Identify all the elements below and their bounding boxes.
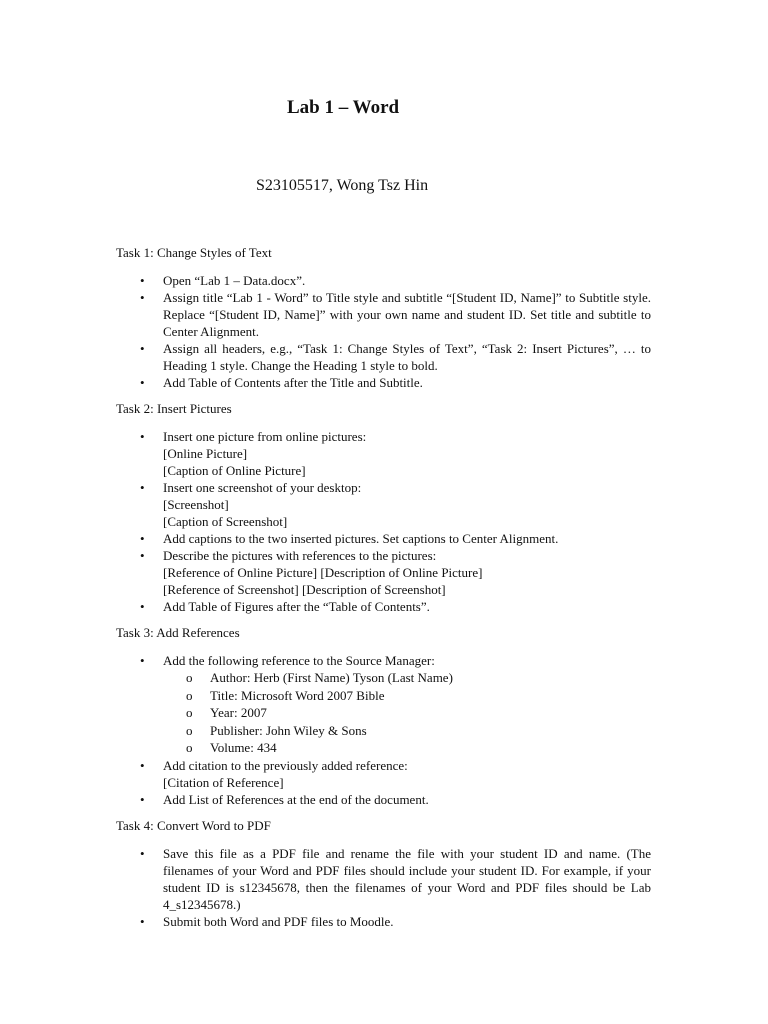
list-item (116, 791, 651, 808)
document-body (116, 244, 651, 939)
bullet-icon: • (140, 480, 145, 495)
list-item (116, 340, 651, 374)
circle-bullet-icon: o (186, 670, 193, 685)
list-item (116, 374, 651, 391)
document-subtitle: S23105517, Wong Tsz Hin (256, 177, 429, 194)
list-item (116, 530, 651, 547)
sub-list-item (163, 739, 651, 757)
bullet-icon: • (140, 845, 145, 861)
task3-heading: Task 3: Add References (116, 625, 240, 640)
circle-bullet-icon: o (186, 687, 193, 703)
placeholder-screenshot-caption: [Caption of Screenshot] (163, 514, 288, 529)
placeholder-screenshot: [Screenshot] (163, 497, 229, 512)
list-item-text: Assign all headers, e.g., “Task 1: Change Styles of Text”, “Task 2: Insert Pictures”, … to Heading 1 style. Change the Heading 1 style to bold. (163, 341, 651, 373)
list-item (116, 289, 651, 340)
sub-list-item-text: Publisher: John Wiley & Sons (210, 722, 367, 738)
task1-list (116, 272, 651, 391)
document-title: Lab 1 – Word (287, 97, 400, 118)
bullet-icon: • (140, 791, 145, 807)
list-item-text: Add citation to the previously added reference: (163, 757, 408, 773)
list-item (116, 652, 651, 757)
bullet-icon: • (140, 531, 145, 546)
list-item-text: Add Table of Figures after the “Table of Contents”. (163, 599, 430, 614)
list-item-text: Add the following reference to the Source Manager: (163, 653, 435, 668)
task3-list (116, 652, 651, 808)
circle-bullet-icon: o (186, 740, 193, 756)
list-item-text: Describe the pictures with references to the pictures: (163, 548, 437, 563)
bullet-icon: • (140, 548, 145, 563)
bullet-icon: • (140, 341, 145, 356)
list-item-text: Insert one screenshot of your desktop: (163, 480, 362, 495)
list-item (116, 272, 651, 289)
task1-heading: Task 1: Change Styles of Text (116, 245, 272, 260)
sub-list-item (163, 722, 651, 740)
list-item (116, 428, 651, 479)
sub-list-item (163, 669, 651, 687)
list-item (116, 547, 651, 598)
list-item (116, 757, 651, 791)
sub-list-item-text: Volume: 434 (210, 740, 277, 756)
list-item (116, 479, 651, 530)
list-item-text: Add List of References at the end of the document. (163, 791, 429, 807)
sub-list-item-text: Title: Microsoft Word 2007 Bible (210, 687, 385, 703)
list-item-text: Open “Lab 1 – Data.docx”. (163, 273, 306, 288)
placeholder-screenshot-reference: [Reference of Screenshot] [Description of Screenshot] (163, 582, 446, 597)
task4-heading: Task 4: Convert Word to PDF (116, 817, 271, 833)
list-item (116, 598, 651, 615)
bullet-icon: • (140, 757, 145, 773)
list-item-text: Save this file as a PDF file and rename the file with your student ID and name. (The filenames of your Word and PDF files should include your student ID. For example, if your student ID is s12345678, then the filenames of your Word and PDF files should be Lab 4_s12345678.) (163, 845, 651, 912)
circle-bullet-icon: o (186, 722, 193, 738)
list-item (116, 845, 651, 913)
task2-list (116, 428, 651, 615)
placeholder-online-picture: [Online Picture] (163, 446, 248, 461)
list-item-text: Submit both Word and PDF files to Moodle. (163, 913, 394, 929)
bullet-icon: • (140, 599, 145, 614)
circle-bullet-icon: o (186, 705, 193, 721)
sub-list-item-text: Author: Herb (First Name) Tyson (Last Name) (210, 670, 453, 685)
sub-list-item-text: Year: 2007 (210, 705, 267, 721)
task2-heading: Task 2: Insert Pictures (116, 401, 232, 416)
bullet-icon: • (140, 429, 145, 444)
placeholder-citation: [Citation of Reference] (163, 774, 284, 790)
list-item-text: Add Table of Contents after the Title and Subtitle. (163, 375, 423, 390)
placeholder-online-picture-reference: [Reference of Online Picture] [Description of Online Picture] (163, 565, 483, 580)
bullet-icon: • (140, 375, 145, 390)
bullet-icon: • (140, 653, 145, 668)
list-item-text: Assign title “Lab 1 - Word” to Title style and subtitle “[Student ID, Name]” to Subtitle style. Replace “[Student ID, Name]” with your own name and student ID. Set title and subtitle to Center Alignment. (163, 290, 651, 339)
sub-list-item (163, 687, 651, 705)
list-item (116, 913, 651, 930)
reference-details-list (163, 669, 651, 757)
task4-list (116, 845, 651, 930)
bullet-icon: • (140, 913, 145, 929)
sub-list-item (163, 704, 651, 722)
list-item-text: Add captions to the two inserted pictures. Set captions to Center Alignment. (163, 531, 559, 546)
bullet-icon: • (140, 273, 145, 288)
list-item-text: Insert one picture from online pictures: (163, 429, 367, 444)
placeholder-online-picture-caption: [Caption of Online Picture] (163, 463, 306, 478)
bullet-icon: • (140, 290, 145, 305)
